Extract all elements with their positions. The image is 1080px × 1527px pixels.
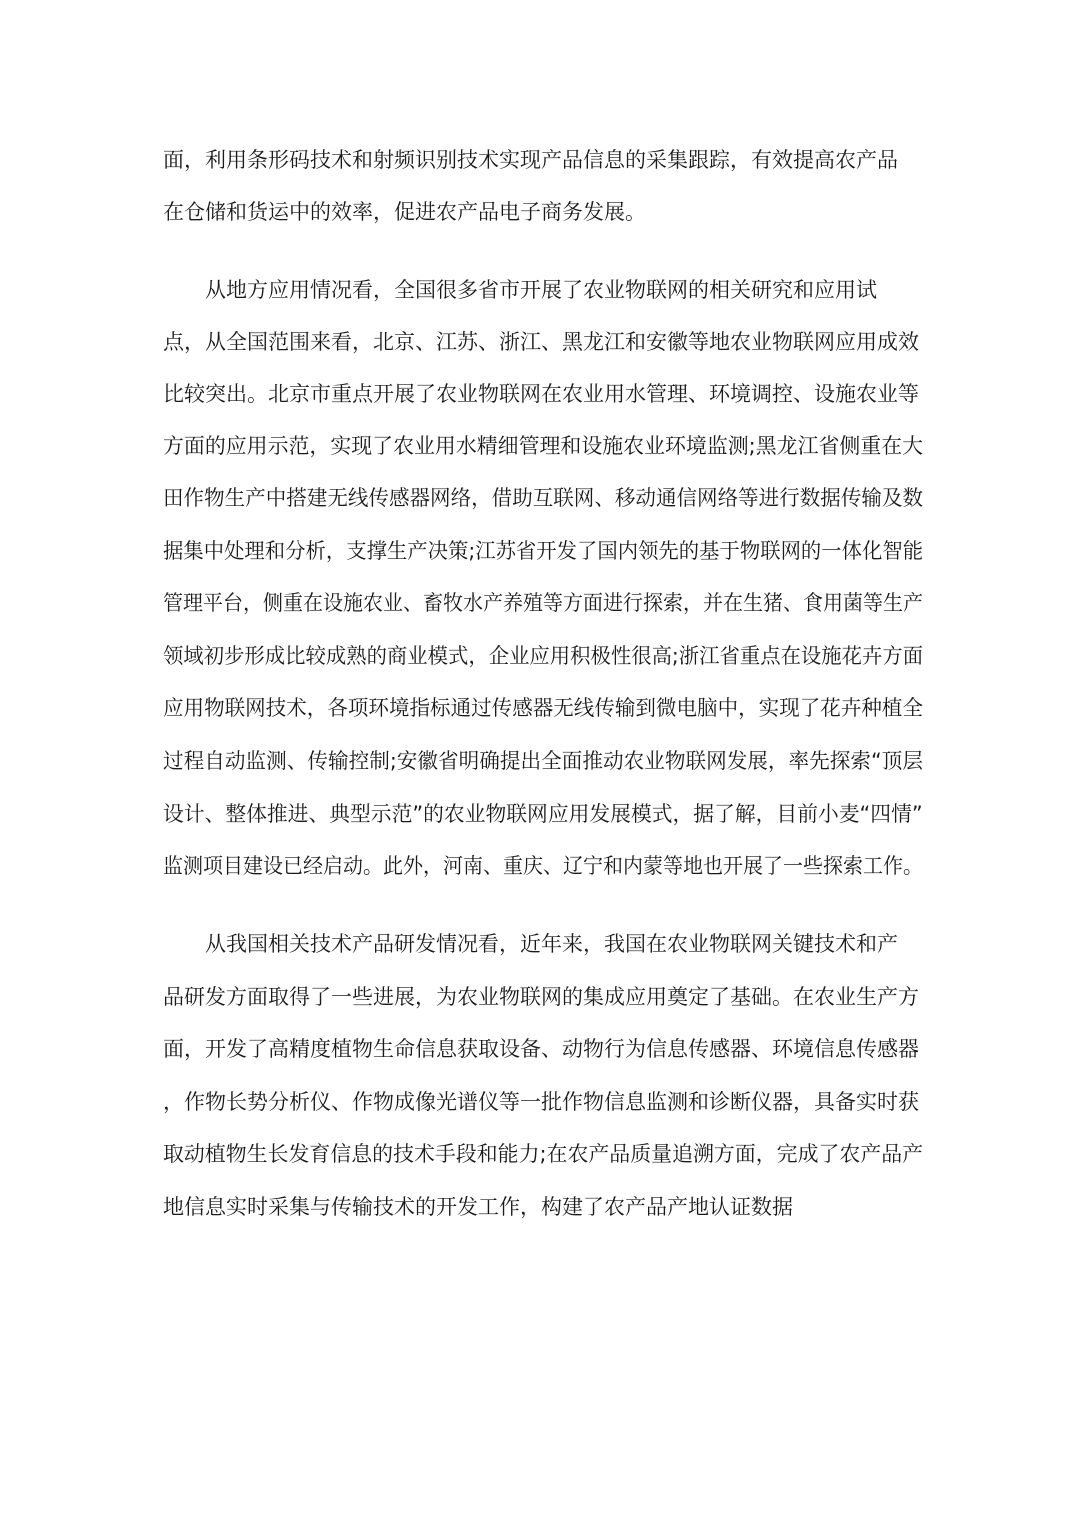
paragraph-2-line-6: 据集中处理和分析，支撑生产决策;江苏省开发了国内领先的基于物联网的一体化智能 [163, 539, 924, 563]
paragraph-3-line-6: 地信息实时采集与传输技术的开发工作，构建了农产品产地认证数据 [163, 1195, 793, 1219]
paragraph-2-line-5: 田作物生产中搭建无线传感器网络，借助互联网、移动通信网络等进行数据传输及数 [163, 486, 923, 510]
paragraph-1-line-2: 在仓储和货运中的效率，促进农产品电子商务发展。 [163, 200, 646, 224]
paragraph-2-line-8: 领域初步形成比较成熟的商业模式，企业应用积极性很高;浙江省重点在设施花卉方面 [163, 644, 924, 668]
paragraph-2-line-2: 点，从全国范围来看，北京、江苏、浙江、黑龙江和安徽等地农业物联网应用成效 [163, 330, 919, 354]
paragraph-3-line-5: 取动植物生长发育信息的技术手段和能力;在农产品质量追溯方面，完成了农产品产 [163, 1142, 924, 1166]
paragraph-3-line-4: ，作物长势分析仪、作物成像光谱仪等一批作物信息监测和诊断仪器，具备实时获 [163, 1090, 919, 1114]
paragraph-2-line-11: 设计、整体推进、典型示范”的农业物联网应用发展模式，据了解，目前小麦“四情” [163, 802, 923, 826]
paragraph-3-line-1: 从我国相关技术产品研发情况看，近年来，我国在农业物联网关键技术和产 [205, 932, 898, 956]
paragraph-2-line-10: 过程自动监测、传输控制;安徽省明确提出全面推动农业物联网发展，率先探索“顶层 [163, 749, 923, 773]
paragraph-2-line-3: 比较突出。北京市重点开展了农业物联网在农业用水管理、环境调控、设施农业等 [163, 382, 919, 406]
paragraph-3-line-2: 品研发方面取得了一些进展，为农业物联网的集成应用奠定了基础。在农业生产方 [163, 985, 919, 1009]
paragraph-1-line-1: 面，利用条形码技术和射频识别技术实现产品信息的采集跟踪，有效提高农产品 [163, 148, 898, 172]
paragraph-3-line-3: 面，开发了高精度植物生命信息获取设备、动物行为信息传感器、环境信息传感器 [163, 1037, 919, 1061]
paragraph-2-line-7: 管理平台，侧重在设施农业、畜牧水产养殖等方面进行探索，并在生猪、食用菌等生产 [163, 591, 923, 615]
paragraph-2-line-1: 从地方应用情况看，全国很多省市开展了农业物联网的相关研究和应用试 [205, 278, 877, 302]
paragraph-2-line-4: 方面的应用示范，实现了农业用水精细管理和设施农业环境监测;黑龙江省侧重在大 [163, 434, 924, 458]
paragraph-2-line-9: 应用物联网技术，各项环境指标通过传感器无线传输到微电脑中，实现了花卉种植全 [163, 696, 923, 720]
paragraph-2-line-12: 监测项目建设已经启动。此外，河南、重庆、辽宁和内蒙等地也开展了一些探索工作。 [163, 854, 923, 878]
